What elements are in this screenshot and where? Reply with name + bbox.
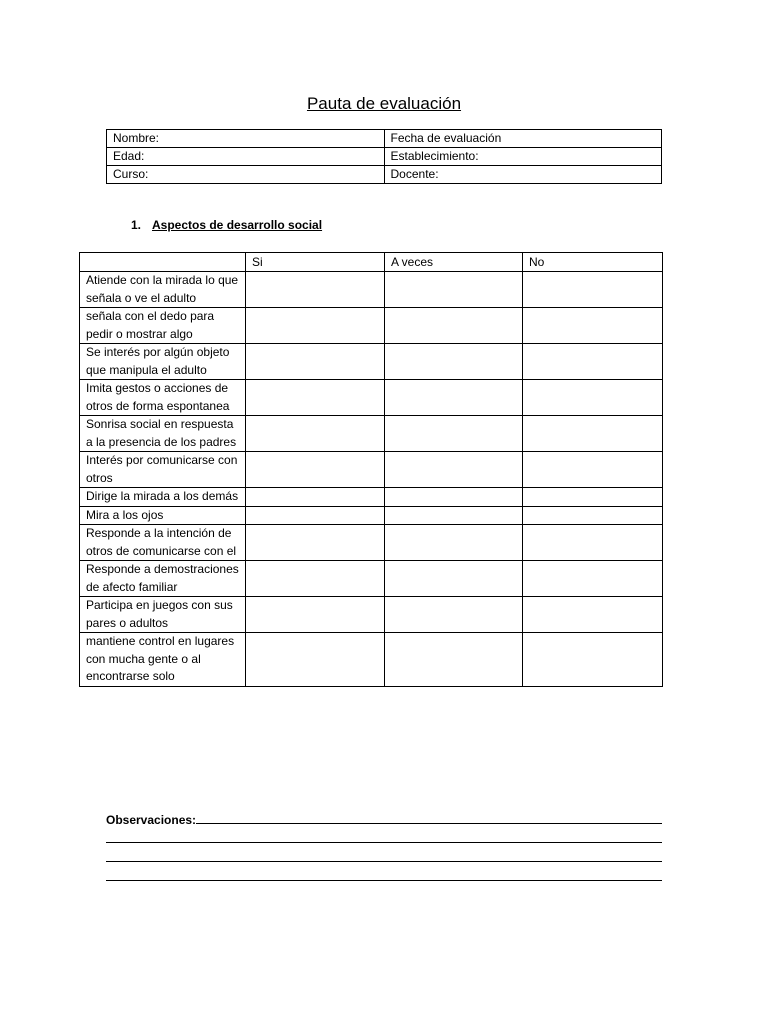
page-title: Pauta de evaluación — [306, 94, 462, 113]
answer-cell-no[interactable] — [523, 597, 663, 633]
answer-cell-si[interactable] — [246, 272, 385, 308]
answer-cell-si[interactable] — [246, 452, 385, 488]
answer-cell-a-veces[interactable] — [385, 488, 523, 507]
section-heading — [131, 218, 322, 232]
evaluation-item-label: Interés por comunicarse con otros — [80, 452, 246, 488]
answer-cell-a-veces[interactable] — [385, 416, 523, 452]
table-row — [80, 597, 663, 633]
answer-cell-no[interactable] — [523, 452, 663, 488]
table-row — [80, 506, 663, 525]
student-info-table — [106, 129, 662, 184]
answer-cell-a-veces[interactable] — [385, 506, 523, 525]
info-row — [107, 148, 662, 166]
info-label-left[interactable]: Curso: — [107, 166, 385, 184]
answer-cell-a-veces[interactable] — [385, 272, 523, 308]
info-label-left[interactable]: Nombre: — [107, 130, 385, 148]
evaluation-item-label: Responde a demostraciones de afecto familiar — [80, 561, 246, 597]
answer-cell-no[interactable] — [523, 380, 663, 416]
evaluation-item-label: Imita gestos o acciones de otros de forma espontanea — [80, 380, 246, 416]
info-label-right[interactable]: Docente: — [384, 166, 662, 184]
table-row — [80, 380, 663, 416]
answer-cell-si[interactable] — [246, 380, 385, 416]
answer-cell-a-veces[interactable] — [385, 561, 523, 597]
answer-cell-si[interactable] — [246, 416, 385, 452]
answer-cell-si[interactable] — [246, 597, 385, 633]
table-row — [80, 561, 663, 597]
answer-cell-si[interactable] — [246, 561, 385, 597]
table-row — [80, 525, 663, 561]
evaluation-item-label: Participa en juegos con sus pares o adultos — [80, 597, 246, 633]
table-row — [80, 344, 663, 380]
table-row — [80, 272, 663, 308]
answer-cell-no[interactable] — [523, 488, 663, 507]
evaluation-item-label: Se interés por algún objeto que manipula el adulto — [80, 344, 246, 380]
answer-cell-a-veces[interactable] — [385, 380, 523, 416]
answer-cell-no[interactable] — [523, 633, 663, 687]
answer-cell-a-veces[interactable] — [385, 344, 523, 380]
table-row — [80, 416, 663, 452]
evaluation-item-label: Atiende con la mirada lo que señala o ve el adulto — [80, 272, 246, 308]
section-title: Aspectos de desarrollo social — [152, 218, 323, 232]
observations-line[interactable] — [106, 842, 662, 843]
evaluation-table — [79, 252, 663, 687]
observations-section — [106, 808, 662, 884]
info-label-right[interactable]: Establecimiento: — [384, 148, 662, 166]
answer-cell-a-veces[interactable] — [385, 597, 523, 633]
evaluation-item-label: Sonrisa social en respuesta a la presencia de los padres — [80, 416, 246, 452]
table-row — [80, 452, 663, 488]
answer-cell-a-veces[interactable] — [385, 633, 523, 687]
table-row — [80, 633, 663, 687]
answer-cell-si[interactable] — [246, 308, 385, 344]
observations-line[interactable] — [196, 823, 662, 824]
answer-cell-si[interactable] — [246, 633, 385, 687]
answer-cell-a-veces[interactable] — [385, 452, 523, 488]
table-row — [80, 308, 663, 344]
answer-cell-si[interactable] — [246, 488, 385, 507]
answer-cell-no[interactable] — [523, 525, 663, 561]
observations-line[interactable] — [106, 880, 662, 881]
answer-cell-no[interactable] — [523, 506, 663, 525]
evaluation-item-label: Dirige la mirada a los demás — [80, 488, 246, 507]
answer-cell-a-veces[interactable] — [385, 525, 523, 561]
answer-cell-no[interactable] — [523, 308, 663, 344]
evaluation-item-label: mantiene control en lugares con mucha gente o al encontrarse solo — [80, 633, 246, 687]
header-cell-item — [80, 253, 246, 272]
evaluation-item-label: señala con el dedo para pedir o mostrar algo — [80, 308, 246, 344]
evaluation-item-label: Responde a la intención de otros de comunicarse con el — [80, 525, 246, 561]
section-number: 1. — [131, 218, 142, 232]
header-cell-a-veces: A veces — [385, 253, 523, 272]
header-cell-si: Si — [246, 253, 385, 272]
info-label-left[interactable]: Edad: — [107, 148, 385, 166]
answer-cell-si[interactable] — [246, 344, 385, 380]
evaluation-item-label: Mira a los ojos — [80, 506, 246, 525]
header-cell-no: No — [523, 253, 663, 272]
answer-cell-no[interactable] — [523, 561, 663, 597]
answer-cell-no[interactable] — [523, 272, 663, 308]
info-label-right[interactable]: Fecha de evaluación — [384, 130, 662, 148]
table-row — [80, 488, 663, 507]
observations-line[interactable] — [106, 861, 662, 862]
observations-label: Observaciones: — [106, 813, 197, 827]
answer-cell-a-veces[interactable] — [385, 308, 523, 344]
answer-cell-si[interactable] — [246, 506, 385, 525]
answer-cell-no[interactable] — [523, 344, 663, 380]
info-row — [107, 166, 662, 184]
info-row — [107, 130, 662, 148]
answer-cell-si[interactable] — [246, 525, 385, 561]
evaluation-header-row — [80, 253, 663, 272]
answer-cell-no[interactable] — [523, 416, 663, 452]
